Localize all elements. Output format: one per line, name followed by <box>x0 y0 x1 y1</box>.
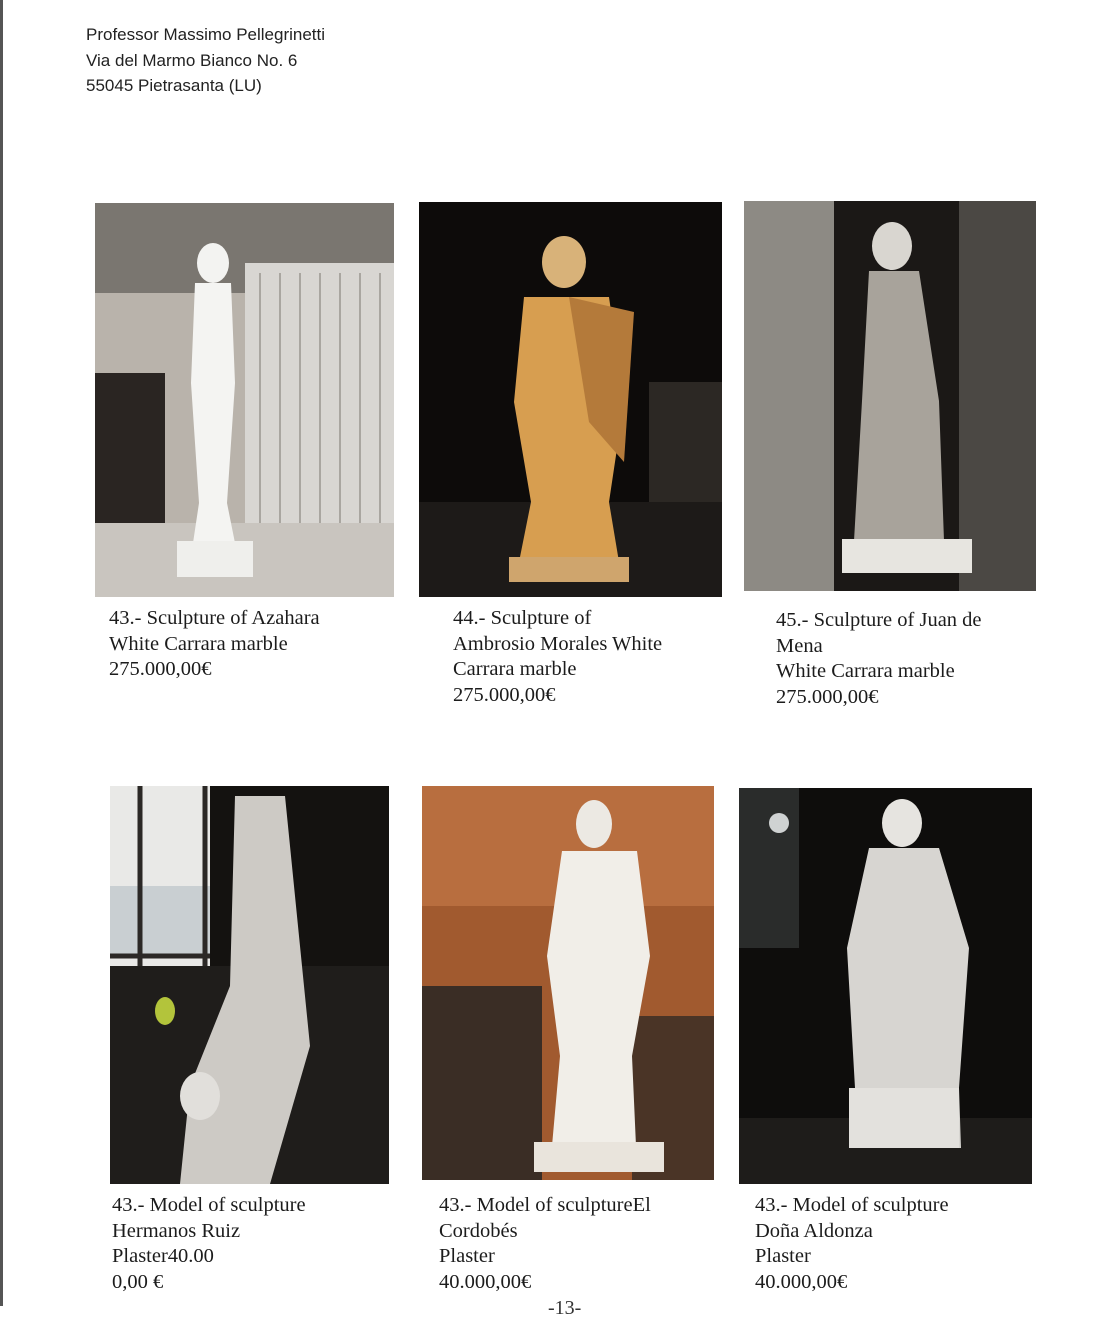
photo-el-cordobes <box>422 786 714 1180</box>
caption-item-6 <box>755 1193 949 1295</box>
caption-price: 275.000,00€ <box>109 658 212 680</box>
caption-line: 43.- Model of sculpture <box>755 1194 949 1216</box>
caption-line: White Carrara marble <box>109 632 288 655</box>
caption-line: Doña Aldonza <box>755 1219 873 1242</box>
photo-juan-de-mena <box>744 201 1036 591</box>
caption-line: 43.- Sculpture of Azahara <box>109 607 320 629</box>
caption-price: 40.000,00€ <box>439 1270 532 1293</box>
sender-address <box>86 22 325 99</box>
caption-line: 43.- Model of sculpture <box>112 1194 306 1216</box>
caption-line: Plaster <box>439 1245 495 1267</box>
scan-edge <box>0 0 3 1306</box>
caption-item-1 <box>109 606 320 683</box>
caption-item-5 <box>439 1193 651 1295</box>
caption-line: White Carrara marble <box>776 660 955 682</box>
caption-line: Mena <box>776 634 823 657</box>
sender-city: 55045 Pietrasanta (LU) <box>86 76 262 95</box>
caption-price: 40.000,00€ <box>755 1270 848 1293</box>
caption-line: Plaster <box>755 1245 811 1267</box>
caption-line: Plaster40.00 <box>112 1245 214 1267</box>
photo-dona-aldonza <box>739 788 1032 1184</box>
sender-name: Professor Massimo Pellegrinetti <box>86 25 326 44</box>
caption-price: 0,00 € <box>112 1270 164 1293</box>
caption-line: Ambrosio Morales White <box>453 632 663 655</box>
caption-price: 275.000,00€ <box>776 685 879 708</box>
photo-hermanos-ruiz <box>110 786 389 1184</box>
caption-item-3 <box>776 608 982 710</box>
caption-line: Hermanos Ruiz <box>112 1219 241 1242</box>
caption-item-2 <box>453 606 662 708</box>
caption-price: 275.000,00€ <box>453 683 556 706</box>
photo-ambrosio-morales <box>419 202 722 597</box>
caption-line: 45.- Sculpture of Juan de <box>776 609 982 631</box>
caption-line: 43.- Model of sculptureEl <box>439 1194 651 1216</box>
sender-street: Via del Marmo Bianco No. 6 <box>86 50 298 70</box>
page-number <box>548 1297 594 1319</box>
caption-item-4 <box>112 1193 306 1295</box>
caption-line: Carrara marble <box>453 658 577 680</box>
page-number-text: -13- <box>548 1297 582 1319</box>
caption-line: 44.- Sculpture of <box>453 607 592 629</box>
photo-azahara <box>95 203 394 597</box>
caption-line: Cordobés <box>439 1219 518 1242</box>
